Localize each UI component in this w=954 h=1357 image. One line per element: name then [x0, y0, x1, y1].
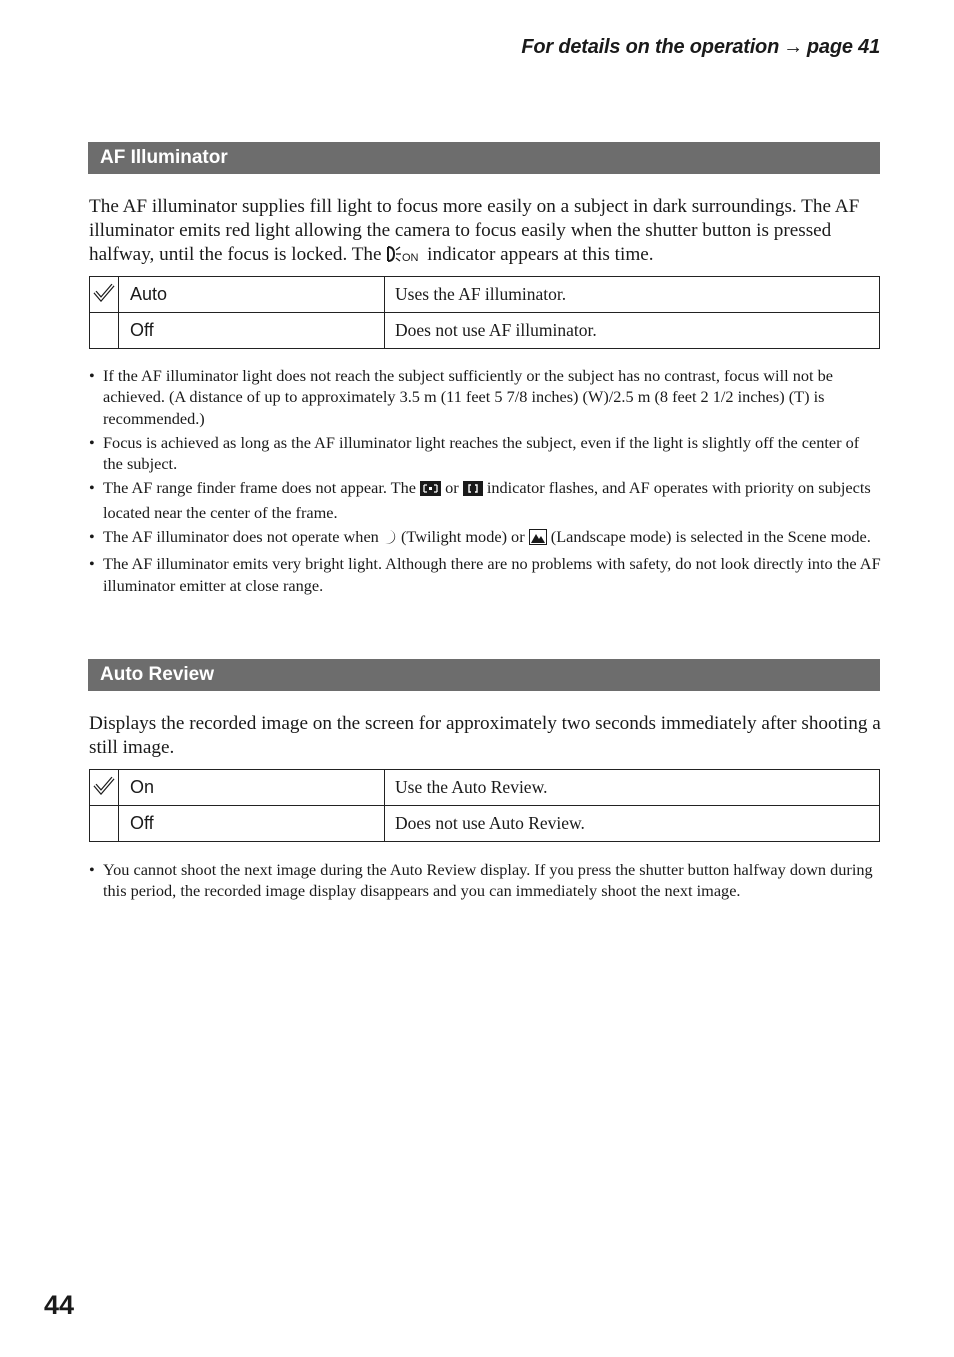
intro-text-end: indicator appears at this time. — [422, 244, 654, 265]
option-description: Use the Auto Review. — [385, 770, 880, 806]
right-arrow-icon: → — [783, 36, 803, 58]
page-reference-text: For details on the operation — [521, 36, 780, 58]
page-reference-target: page 41 — [806, 36, 880, 58]
list-item: • The AF illuminator emits very bright light. Although there are no problems with safety, do not look directly into the AF illuminator emitter at close range. — [89, 553, 881, 596]
option-label-on: On — [119, 770, 385, 806]
af-illuminator-notes — [89, 365, 881, 599]
default-marker-cell — [90, 770, 119, 806]
section-title-auto-review: Auto Review — [88, 659, 880, 691]
note-text: indicator flashes, and AF operates with priority on subjects located near the center of the frame. — [103, 478, 871, 522]
auto-review-options-table — [89, 769, 880, 842]
multi-point-af-icon — [420, 480, 441, 501]
table-row[interactable] — [90, 770, 880, 806]
af-illuminator-icon-text: ON — [402, 252, 419, 263]
option-description: Does not use AF illuminator. — [385, 313, 880, 349]
page-reference — [521, 36, 880, 59]
twilight-mode-icon — [383, 529, 397, 550]
list-item: • You cannot shoot the next image during the Auto Review display. If you press the shutter button halfway down during this period, the recorded image display disappears and you can immediately shoot the next image. — [89, 859, 881, 902]
af-illuminator-options-table — [89, 276, 880, 349]
list-item: • Focus is achieved as long as the AF illuminator light reaches the subject, even if the light is slightly off the center of the subject. — [89, 432, 881, 475]
table-row[interactable] — [90, 277, 880, 313]
note-text: The AF range finder frame does not appear. The — [103, 478, 421, 498]
checkmark-icon — [93, 289, 115, 306]
option-description: Uses the AF illuminator. — [385, 277, 880, 313]
center-af-icon — [463, 480, 483, 501]
list-item — [89, 526, 881, 550]
af-illuminator-intro — [89, 195, 884, 270]
auto-review-notes — [89, 859, 881, 905]
empty-marker-cell — [90, 313, 119, 349]
auto-review-intro: Displays the recorded image on the screen for approximately two seconds immediately after shooting a still image. — [89, 713, 881, 758]
list-item — [89, 477, 881, 523]
note-text: (Landscape mode) is selected in the Scene mode. — [546, 527, 871, 547]
intro-text-start: The AF illuminator supplies fill light to focus more easily on a subject in dark surroundings. The AF illuminator emits red light allowing the camera to focus easily when the shutter button is pressed halfway, until the focus is locked. The — [89, 196, 860, 265]
option-label-auto: Auto — [119, 277, 385, 313]
note-text: The AF illuminator does not operate when — [103, 527, 383, 547]
option-label-off: Off — [119, 806, 385, 842]
table-row[interactable] — [90, 806, 880, 842]
empty-marker-cell — [90, 806, 119, 842]
table-row[interactable] — [90, 313, 880, 349]
default-marker-cell — [90, 277, 119, 313]
option-label-off: Off — [119, 313, 385, 349]
checkmark-icon — [93, 782, 115, 799]
note-text: (Twilight mode) or — [396, 527, 529, 547]
section-title-af-illuminator: AF Illuminator — [88, 142, 880, 174]
list-item: • If the AF illuminator light does not reach the subject sufficiently or the subject has no contrast, focus will not be achieved. (A distance of up to approximately 3.5 m (11 feet 5 7/8 inches) (W)/2.5 m (8 feet 2 1/2 inches) (T) is recommended.) — [89, 365, 881, 429]
note-text: or — [441, 478, 463, 498]
option-description: Does not use Auto Review. — [385, 806, 880, 842]
page-number: 44 — [44, 1290, 75, 1320]
landscape-mode-icon — [529, 529, 547, 550]
af-illuminator-icon — [386, 245, 422, 270]
